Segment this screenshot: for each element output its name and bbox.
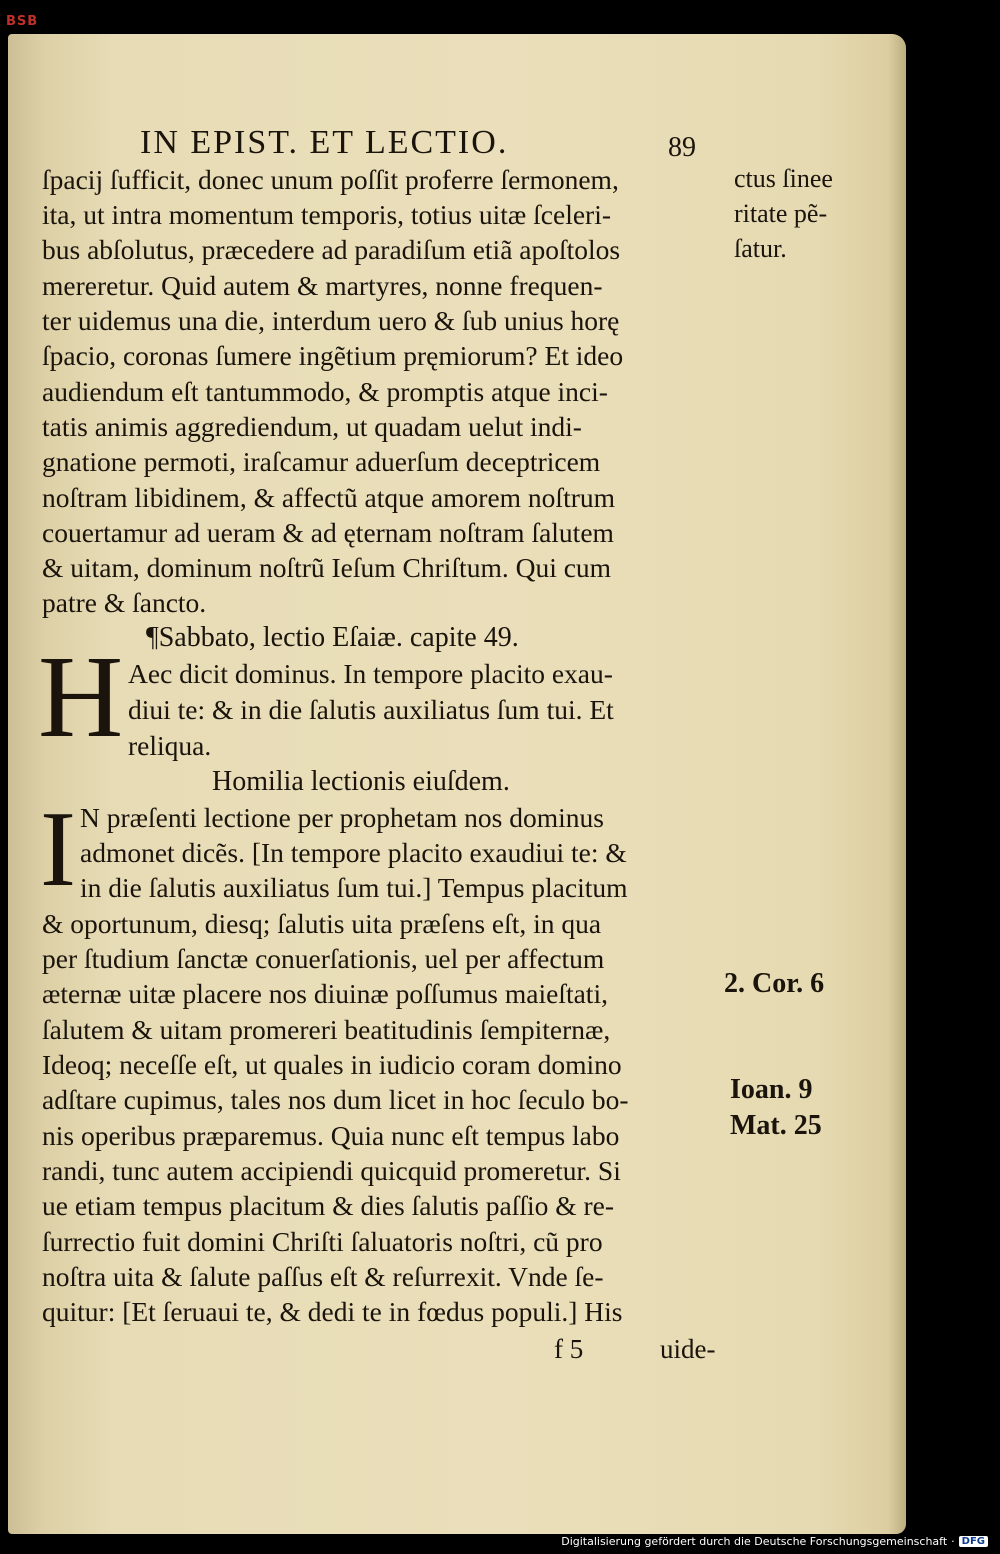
body-line: N præſenti lectione per prophetam nos dominus: [80, 802, 604, 833]
body-line: noſtram libidinem, & affectũ atque amorem noſtrum: [42, 482, 616, 513]
body-line: noſtra uita & ſalute paſſus eſt & reſurrexit. Vnde ſe-: [42, 1261, 604, 1292]
section-heading: ¶Sabbato, lectio Eſaiæ. capite 49.: [146, 622, 519, 653]
scripture-reference: Mat. 25: [730, 1110, 822, 1141]
body-line: patre & ſancto.: [42, 587, 207, 618]
body-line: ita, ut intra momentum temporis, totius uitæ ſceleri-: [42, 199, 612, 230]
dfg-logo: DFG: [959, 1536, 988, 1547]
body-line: adſtare cupimus, tales nos dum licet in hoc ſeculo bo-: [42, 1084, 629, 1115]
body-line: ſalutem & uitam promereri beatitudinis ſempiternæ,: [42, 1014, 611, 1045]
marginal-note: ritate pẽ-: [734, 199, 828, 228]
catchword: uide-: [660, 1334, 716, 1364]
body-line: randi, tunc autem accipiendi quicquid promeretur. Si: [42, 1155, 621, 1186]
body-line: gnatione permoti, iraſcamur aduerſum deceptricem: [42, 446, 601, 477]
body-line: admonet dicẽs. [In tempore placito exaudiui te: &: [80, 837, 627, 868]
page-number: 89: [668, 132, 696, 163]
section-heading: Homilia lectionis eiuſdem.: [212, 766, 510, 797]
body-line: tatis animis aggrediendum, ut quadam uelut indi-: [42, 411, 582, 442]
footer-text: Digitalisierung gefördert durch die Deutsche Forschungsgemeinschaft: [561, 1535, 948, 1548]
body-line: ſurrectio fuit domini Chriſti ſaluatoris noſtri, cũ pro: [42, 1226, 603, 1257]
scripture-reference: 2. Cor. 6: [724, 968, 825, 999]
body-line: mereretur. Quid autem & martyres, nonne frequen-: [42, 270, 603, 301]
signature-mark: f 5: [554, 1334, 584, 1364]
body-line: couertamur ad ueram & ad ęternam noſtram ſalutem: [42, 517, 614, 548]
marginal-note: ctus ſinee: [734, 164, 833, 193]
body-line: Ideoq; neceſſe eſt, ut quales in iudicio coram domino: [42, 1049, 622, 1080]
body-line: in die ſalutis auxiliatus ſum tui.] Tempus placitum: [80, 872, 628, 903]
body-line: & oportunum, diesq; ſalutis uita præſens eſt, in qua: [42, 908, 602, 939]
drop-capital: H: [38, 631, 124, 762]
body-line: ſpacij ſufficit, donec unum poſſit proferre ſermonem,: [42, 164, 619, 195]
body-line: ter uidemus una die, interdum uero & ſub unius horę: [42, 305, 620, 336]
body-line: Aec dicit dominus. In tempore placito exau-: [128, 658, 613, 689]
body-line: & uitam, dominum noſtrũ Ieſum Chriſtum. Qui cum: [42, 552, 612, 583]
body-line: ſpacio, coronas ſumere ingẽtium pręmiorum? Et ideo: [42, 340, 624, 371]
body-line: bus abſolutus, præcedere ad paradiſum etiã apoſtolos: [42, 234, 621, 265]
funding-credit: Digitalisierung gefördert durch die Deutsche Forschungsgemeinschaft · DFG: [561, 1535, 988, 1548]
body-line: reliqua.: [128, 730, 212, 761]
body-line: audiendum eſt tantummodo, & promptis atque inci-: [42, 376, 608, 407]
library-watermark: BSB: [6, 14, 39, 29]
body-line: nis operibus præparemus. Quia nunc eſt tempus labo: [42, 1120, 620, 1151]
body-line: ue etiam tempus placitum & dies ſalutis paſſio & re-: [42, 1190, 615, 1221]
book-page: [8, 34, 906, 1534]
running-head: IN EPIST. ET LECTIO.: [140, 124, 509, 161]
body-line: æternæ uitæ placere nos diuinæ poſſumus maieſtati,: [42, 978, 608, 1009]
marginal-note: ſatur.: [734, 234, 787, 263]
drop-capital: I: [40, 790, 76, 909]
body-line: per ſtudium ſanctæ conuerſationis, uel per affectum: [42, 943, 605, 974]
body-line: quitur: [Et ſeruaui te, & dedi te in fœdus populi.] His: [42, 1296, 623, 1327]
scripture-reference: Ioan. 9: [730, 1074, 813, 1105]
body-line: diui te: & in die ſalutis auxiliatus ſum tui. Et: [128, 694, 614, 725]
